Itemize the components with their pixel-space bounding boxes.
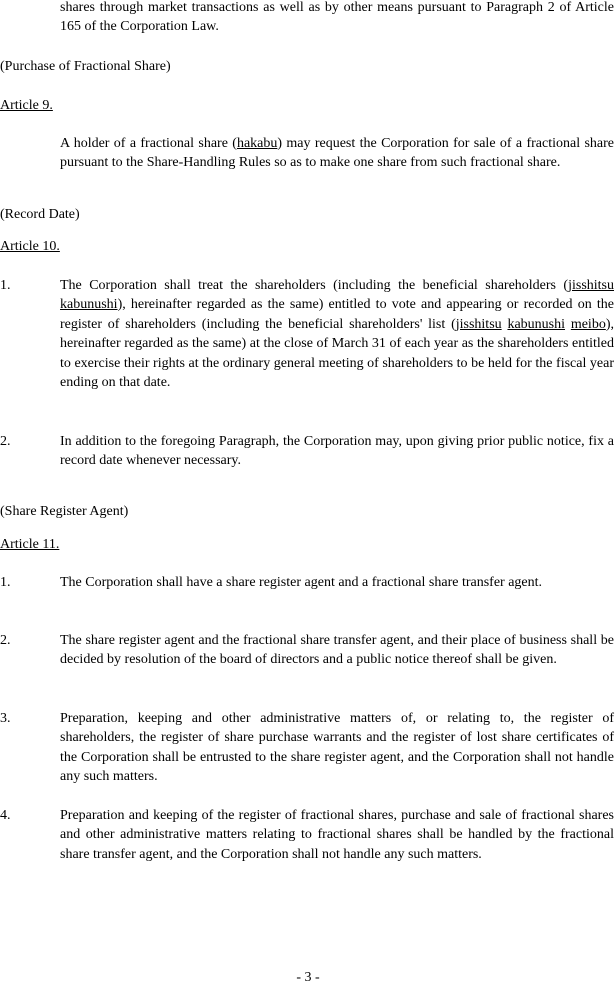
article-10-p1-text-b: ), hereinafter regarded as the same) entitled to vote and appearing or recorded on the register of shareholders (including the beneficial shareholders' list ( [60,297,614,332]
article-11-paragraph-2-number: 2. [0,633,11,648]
article-11-paragraph-1-number: 1. [0,575,11,590]
article-10-p1-text-c: ), hereinafter regarded as the same) at the close of March 31 of each year as the shareholders entitled to exercise their rights at the ordinary general meeting of shareholders to be held for the fiscal year ending on that date. [60,316,614,391]
article-11-paragraph-1: The Corporation shall have a share register agent and a fractional share transfer agent. [60,575,543,590]
article-9-heading-text: Article 9. [0,98,53,113]
term-jisshitsu: jisshitsu [455,316,502,332]
article-11-paragraph-3: Preparation, keeping and other administrative matters of, or relating to, the register of shareholders, the register of share purchase warrants and the register of lost share certificates of the Corporation shall be entrusted to the share register agent, and the Corporation shall not handle any such matters. [60,711,614,785]
article-11-paragraph-4-number: 4. [0,808,11,823]
term-hakabu: hakabu [236,136,278,151]
article-10-caption: (Record Date) [0,207,80,222]
article-11-heading [0,535,614,554]
article-9-body [60,134,614,173]
article-10-paragraph-1 [60,276,614,392]
article-10-paragraph-2: In addition to the foregoing Paragraph, the Corporation may, upon giving prior public notice, fix a record date whenever necessary. [60,434,614,469]
article-10-paragraph-1-number: 1. [0,278,11,293]
article-11-paragraph-2: The share register agent and the fractional share transfer agent, and their place of business shall be decided by resolution of the board of directors and a public notice thereof shall be given. [60,633,614,668]
term-kabunushi: kabunushi [507,316,566,332]
article-10-paragraph-2-number: 2. [0,434,11,449]
article-10-heading-text: Article 10. [0,239,60,254]
term-kabunushi: kabunushi [60,297,118,313]
intro-tail-paragraph: shares through market transactions as well as by other means pursuant to Paragraph 2 of Article 165 of the Corporation Law. [60,0,614,35]
term-meibo: meibo [570,316,606,332]
term-jisshitsu: jisshitsu [568,278,614,293]
article-11-paragraph-4: Preparation and keeping of the register of fractional shares, purchase and sale of fractional shares and other administrative matters relating to fractional shares shall be handled by the fractional share transfer agent, and the Corporation shall not handle any such matters. [60,808,614,862]
article-9-body-text-b: ) may request the Corporation for sale of a fractional share pursuant to the Share-Handling Rules so as to make one share from such fractional share. [60,136,614,171]
article-9-caption: (Purchase of Fractional Share) [0,59,171,74]
article-10-heading [0,237,614,256]
article-9-heading [0,96,614,115]
page-number: - 3 - [296,970,320,985]
article-9-body-text-a: A holder of a fractional share ( [60,136,237,151]
article-11-paragraph-3-number: 3. [0,711,11,726]
article-11-heading-text: Article 11. [0,537,60,552]
article-10-p1-text-a: The Corporation shall treat the shareholders (including the beneficial shareholders ( [60,278,569,293]
article-11-caption: (Share Register Agent) [0,504,129,519]
